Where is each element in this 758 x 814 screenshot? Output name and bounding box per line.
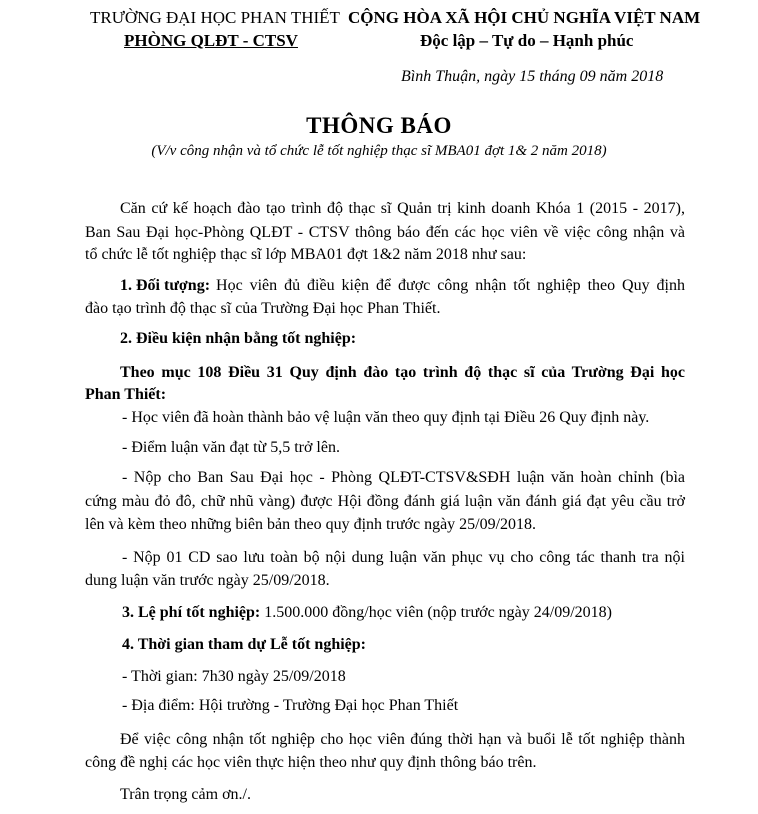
section-2-item-2: - Điểm luận văn đạt từ 5,5 trở lên. — [122, 439, 340, 456]
section-2-item-4-line-1: - Nộp 01 CD sao lưu toàn bộ nội dung luận văn phục vụ cho công tác thanh tra nội — [122, 549, 685, 566]
closing-line-2: công đề nghị các học viên thực hiện theo như quy định thông báo trên. — [85, 754, 537, 771]
section-2-item-3-line-3: lên và kèm theo những biên bản theo quy định trước ngày 25/09/2018. — [85, 516, 537, 533]
thanks-line: Trân trọng cảm ơn./. — [120, 786, 251, 803]
section-3-line — [122, 604, 612, 622]
intro-line-1: Căn cứ kế hoạch đào tạo trình độ thạc sĩ Quản trị kinh doanh Khóa 1 (2015 - 2017), — [120, 200, 685, 217]
department-name: PHÒNG QLĐT - CTSV — [124, 31, 298, 50]
document-subtitle: (V/v công nhận và tổ chức lễ tốt nghiệp thạc sĩ MBA01 đợt 1& 2 năm 2018) — [151, 143, 607, 159]
section-1-line-1 — [120, 277, 685, 295]
section-2-item-3-line-1: - Nộp cho Ban Sau Đại học - Phòng QLĐT-CTSV&SĐH luận văn hoàn chỉnh (bìa — [122, 469, 685, 486]
closing-line-1: Để việc công nhận tốt nghiệp cho học viên đúng thời hạn và buổi lễ tốt nghiệp thành — [120, 731, 685, 748]
section-4-time: - Thời gian: 7h30 ngày 25/09/2018 — [122, 668, 346, 685]
section-2-item-3-line-2: cứng màu đỏ đô, chữ nhũ vàng) được Hội đồng đánh giá luận văn đánh giá đạt yêu cầu trở — [85, 493, 685, 510]
intro-line-2: Ban Sau Đại học-Phòng QLĐT - CTSV thông báo đến các học viên về việc công nhận và — [85, 224, 685, 241]
nation-title: CỘNG HÒA XÃ HỘI CHỦ NGHĨA VIỆT NAM — [348, 8, 701, 27]
section-1-text: Học viên đủ điều kiện để được công nhận tốt nghiệp theo Quy định — [216, 277, 685, 294]
section-2-item-1: - Học viên đã hoàn thành bảo vệ luận văn theo quy định tại Điều 26 Quy định này. — [122, 409, 650, 426]
section-2-basis-line-1: Theo mục 108 Điều 31 Quy định đào tạo trình độ thạc sĩ của Trường Đại học — [120, 364, 685, 381]
section-4-place: - Địa điểm: Hội trường - Trường Đại học Phan Thiết — [122, 697, 459, 714]
section-4-heading: 4. Thời gian tham dự Lễ tốt nghiệp: — [122, 636, 366, 653]
section-2-basis-line-2: Phan Thiết: — [85, 386, 167, 403]
section-2-heading: 2. Điều kiện nhận bằng tốt nghiệp: — [120, 330, 357, 347]
document-title: THÔNG BÁO — [306, 113, 452, 138]
section-1-line-2: đào tạo trình độ thạc sĩ của Trường Đại học Phan Thiết. — [85, 300, 441, 317]
nation-motto: Độc lập – Tự do – Hạnh phúc — [420, 31, 634, 50]
section-3-heading: 3. Lệ phí tốt nghiệp: — [122, 604, 261, 621]
section-2-item-4-line-2: dung luận văn trước ngày 25/09/2018. — [85, 572, 330, 589]
section-3-text: 1.500.000 đồng/học viên (nộp trước ngày 24/09/2018) — [264, 604, 612, 621]
dateline: Bình Thuận, ngày 15 tháng 09 năm 2018 — [401, 68, 664, 85]
section-1-heading: 1. Đối tượng: — [120, 277, 211, 294]
org-name: TRƯỜNG ĐẠI HỌC PHAN THIẾT — [90, 8, 340, 27]
intro-line-3: tổ chức lễ tốt nghiệp thạc sĩ lớp MBA01 đợt 1&2 năm 2018 như sau: — [85, 246, 527, 263]
